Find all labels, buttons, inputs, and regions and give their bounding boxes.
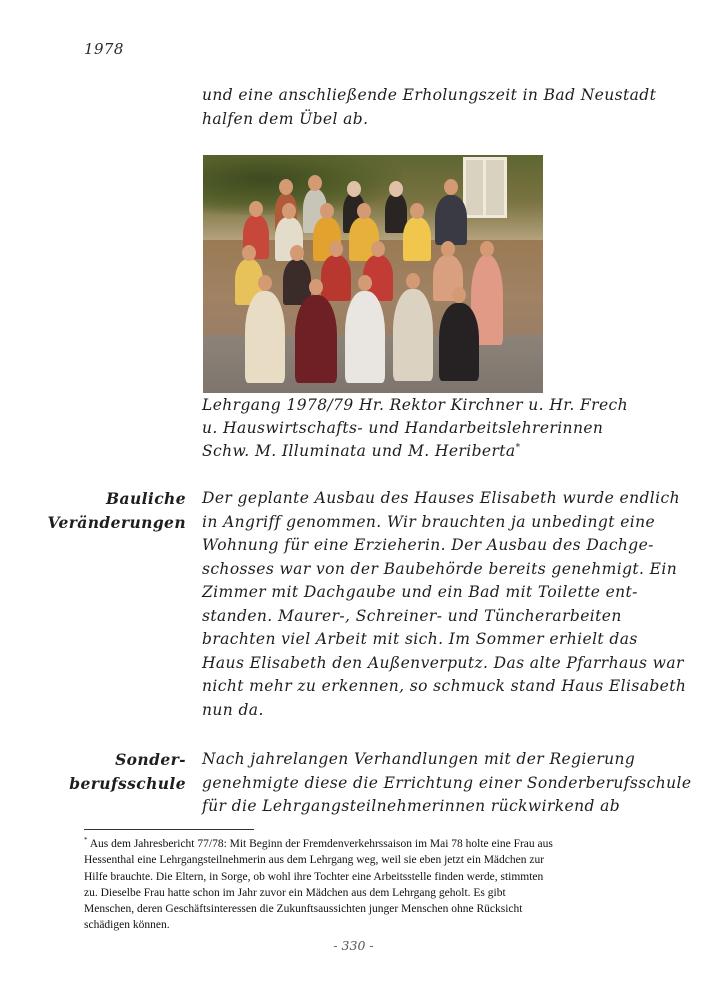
body-line: nicht mehr zu erkennen, so schmuck stand Haus Elisabeth xyxy=(202,677,687,695)
section-body-bauliche xyxy=(202,487,687,722)
heading-line: Sonder- xyxy=(115,750,186,769)
photo-head xyxy=(444,179,458,195)
body-line: Zimmer mit Dachgaube und ein Bad mit Toilette ent- xyxy=(202,583,638,601)
photo-window xyxy=(463,157,507,218)
photo-caption xyxy=(202,394,642,463)
intro-line: und eine anschließende Erholungszeit in Bad Neustadt xyxy=(202,86,657,104)
photo-head xyxy=(406,273,420,289)
photo-head xyxy=(249,201,263,217)
footnote-line: Hilfe brauchte. Die Eltern, in Sorge, ob wohl ihre Tochter eine Arbeitsstelle finden werde, stimmten xyxy=(84,870,544,883)
photo-head xyxy=(371,241,385,257)
body-line: schosses war von der Baubehörde bereits genehmigt. Ein xyxy=(202,559,678,578)
footnote-text: Aus dem Jahresbericht 77/78: Mit Beginn der Fremdenverkehrssaison im Mai 78 holte eine Frau aus xyxy=(89,838,553,850)
photo-head xyxy=(357,203,371,219)
body-line: in Angriff genommen. Wir brauchten ja unbedingt eine xyxy=(202,512,656,531)
photo-person xyxy=(345,291,385,383)
photo-head xyxy=(309,279,323,295)
photo-head xyxy=(242,245,256,261)
body-line: genehmigte diese die Errichtung einer Sonderberufsschule xyxy=(202,773,692,792)
footnote-line xyxy=(84,836,624,852)
body-line: nun da. xyxy=(202,700,264,719)
heading-line: Bauliche xyxy=(106,489,186,508)
section-body-sonderberufsschule xyxy=(202,748,692,819)
caption-line: u. Hauswirtschafts- und Handarbeitslehrerinnen xyxy=(202,419,604,437)
photo-head xyxy=(441,241,455,257)
footnote-line: schädigen können. xyxy=(84,919,170,932)
photo-head xyxy=(282,203,296,219)
photo-person xyxy=(295,295,337,383)
intro-paragraph xyxy=(202,84,657,131)
body-line: standen. Maurer-, Schreiner- und Tüncherarbeiten xyxy=(202,606,622,625)
photo-person xyxy=(439,303,479,381)
page-year: 1978 xyxy=(84,40,124,58)
photo-head xyxy=(329,241,343,257)
intro-line: halfen dem Übel ab. xyxy=(202,109,369,128)
heading-line: berufsschule xyxy=(69,773,186,793)
body-line: Wohnung für eine Erzieherin. Der Ausbau des Dachge- xyxy=(202,536,654,554)
page-number: - 330 - xyxy=(333,938,374,953)
footnote-reference: * xyxy=(515,442,521,453)
photo-head xyxy=(452,287,466,303)
footnote-line: zu. Dieselbe Frau hatte schon im Jahr zuvor ein Mädchen aus dem Lehrgang geholt. Es gibt xyxy=(84,886,506,899)
photo-person xyxy=(321,255,351,301)
footnote-mark: * xyxy=(84,836,88,845)
photo-person xyxy=(393,289,433,381)
caption-line: Lehrgang 1978/79 Hr. Rektor Kirchner u. Hr. Frech xyxy=(202,396,628,414)
footnote-divider xyxy=(84,829,254,830)
body-line: Der geplante Ausbau des Hauses Elisabeth wurde endlich xyxy=(202,489,680,507)
photo-head xyxy=(480,241,494,257)
caption-text: Schw. M. Illuminata und M. Heriberta xyxy=(202,442,516,460)
photo-head xyxy=(320,203,334,219)
photo-person xyxy=(245,291,285,383)
photo-head xyxy=(290,245,304,261)
photo-head xyxy=(347,181,361,197)
photo-head xyxy=(258,275,272,291)
body-line: Haus Elisabeth den Außenverputz. Das alte Pfarrhaus war xyxy=(202,653,684,672)
caption-line xyxy=(202,440,642,463)
photo-person xyxy=(435,195,467,245)
footnote-line: Hessenthal eine Lehrgangsteilnehmerin aus dem Lehrgang weg, weil sie eben jetzt ein Mädchen zur xyxy=(84,854,545,867)
section-heading-bauliche xyxy=(26,487,186,534)
section-heading-sonderberufsschule xyxy=(26,748,186,795)
body-line: Nach jahrelangen Verhandlungen mit der Regierung xyxy=(202,750,636,768)
footnote-line: Menschen, deren Geschäftsinteressen die Zukunftsaussichten junger Menschen ohne Rücksicht xyxy=(84,903,523,916)
heading-line: Veränderungen xyxy=(47,512,186,532)
photo-person xyxy=(403,217,431,261)
photo-head xyxy=(410,203,424,219)
photo-head xyxy=(308,175,322,191)
body-line: brachten viel Arbeit mit sich. Im Sommer erhielt das xyxy=(202,630,638,648)
photo-head xyxy=(389,181,403,197)
body-line: für die Lehrgangsteilnehmerinnen rückwirkend ab xyxy=(202,797,621,815)
photo-head xyxy=(358,275,372,291)
photo-head xyxy=(279,179,293,195)
footnote xyxy=(84,836,624,934)
group-photo xyxy=(203,155,543,393)
